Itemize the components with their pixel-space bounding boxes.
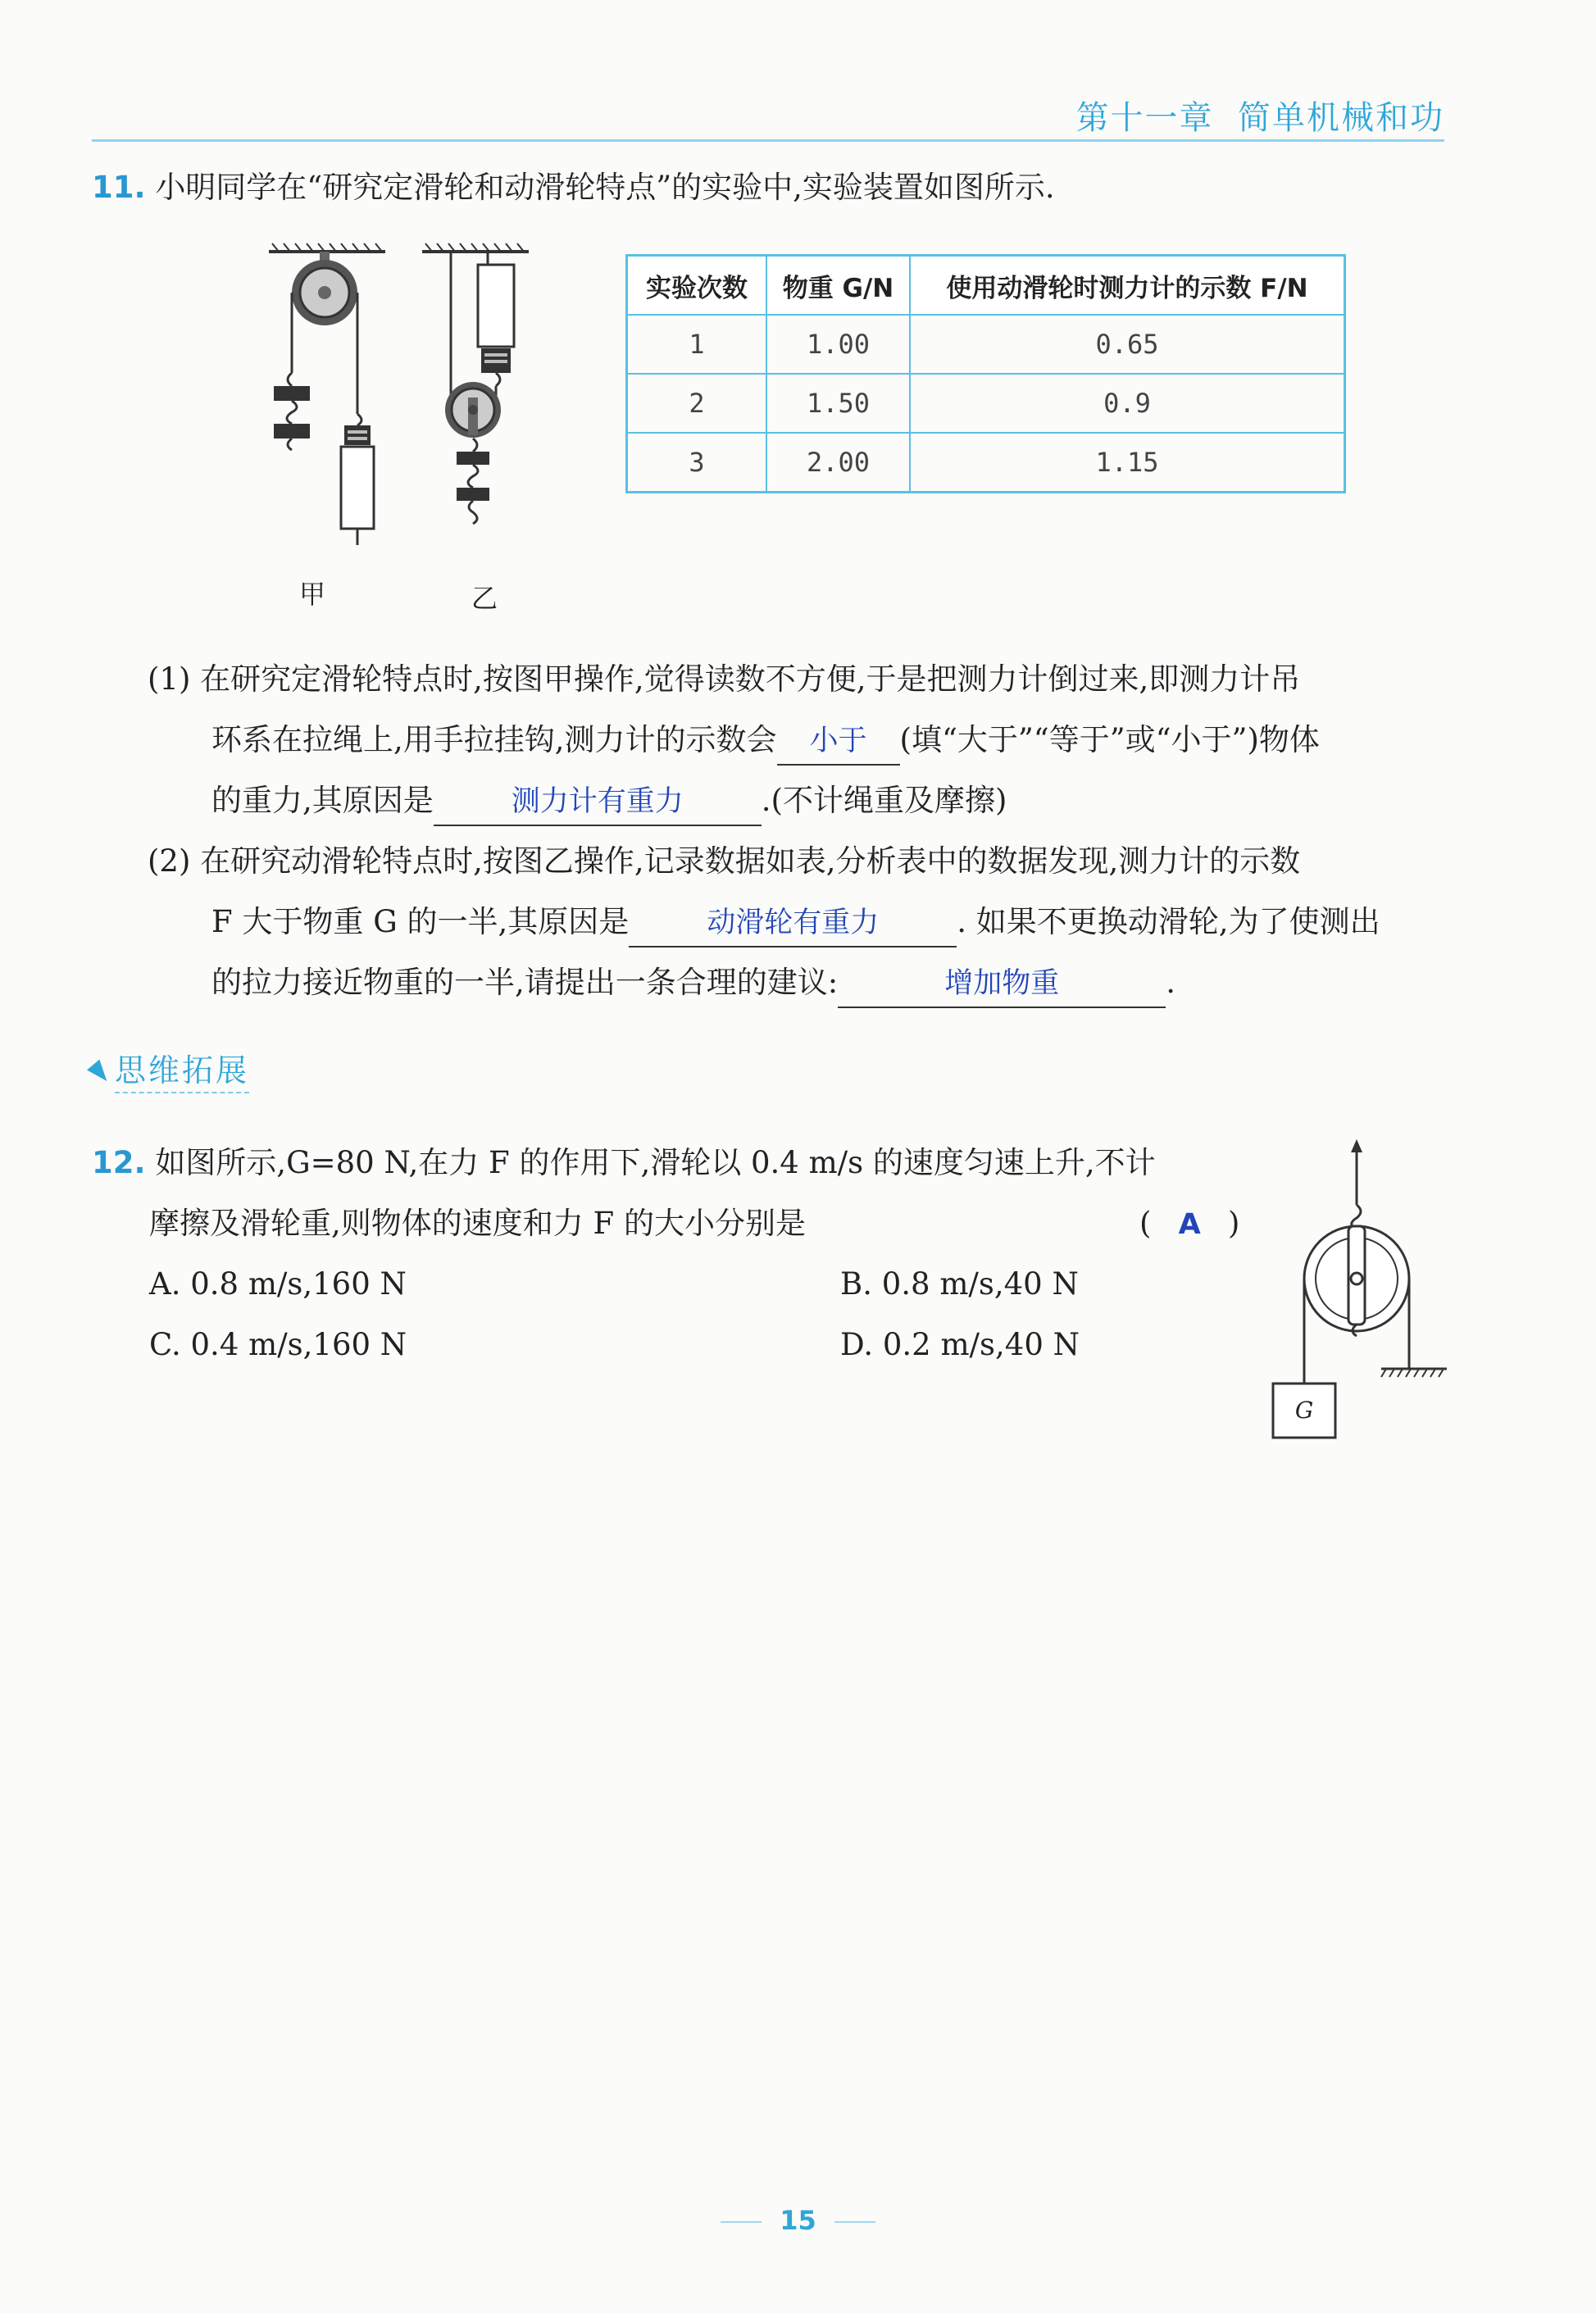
table-cell: 2.00 [766,433,910,493]
q12-option-a[interactable]: A. 0.8 m/s,160 N [149,1266,407,1302]
q12-number: 12. [92,1145,146,1180]
q11-part2-text: . [1166,965,1175,1000]
table-cell: 1 [627,315,767,374]
table-header-row [627,256,1345,316]
footer-dash [721,2221,762,2223]
chapter-header [1076,92,1444,139]
section-title: 思维拓展 [115,1052,249,1093]
table-row [627,374,1345,433]
q11-part2-line3 [211,952,1175,1013]
section-heading [92,1045,249,1090]
table-cell: 1.50 [766,374,910,433]
page-footer [0,2205,1596,2236]
table-cell: 2 [627,374,767,433]
col-weight: 物重 G/N [766,256,910,316]
chapter-title: 简单机械和功 [1238,99,1444,137]
q11-stem-text: 小明同学在“研究定滑轮和动滑轮特点”的实验中,实验装置如图所示. [155,170,1055,205]
figure-yi-movable-pulley [414,242,570,586]
header-rule [92,139,1444,142]
q11-part1-answer2: 测力计有重力 [511,785,684,818]
q12-option-d[interactable]: D. 0.2 m/s,40 N [840,1327,1080,1362]
table-cell: 0.65 [910,315,1345,374]
q12-line1 [92,1133,1156,1193]
q11-stem [92,157,1055,218]
table-cell: 0.9 [910,374,1345,433]
q11-part1-text: 的重力,其原因是 [211,783,434,818]
answer-blank[interactable] [629,899,957,947]
q12-answer[interactable]: A [1178,1208,1201,1241]
col-reading: 使用动滑轮时测力计的示数 F/N [910,256,1345,316]
q11-part2-line2 [211,892,1380,952]
q11-part1-line2 [211,710,1320,770]
q12-option-b[interactable]: B. 0.8 m/s,40 N [840,1266,1079,1302]
q11-number: 11. [92,170,146,205]
figure-yi-label: 乙 [471,583,498,614]
chapter-number: 第十一章 [1075,99,1214,137]
q12-answer-paren [1139,1193,1239,1255]
figure-jia-fixed-pulley [262,242,402,570]
paren-close: ) [1227,1206,1240,1241]
answer-blank[interactable] [838,960,1166,1008]
q11-part1-line3 [211,770,1007,831]
q11-part2-line1: (2) 在研究动滑轮特点时,按图乙操作,记录数据如表,分析表中的数据发现,测力计的示数 [148,843,1301,879]
col-trial: 实验次数 [627,256,767,316]
q11-part1-text: (填“大于”“等于”或“小于”)物体 [899,722,1320,757]
table-cell: 1.15 [910,433,1345,493]
paren-open: ( [1139,1206,1152,1241]
q11-part2-text: 的拉力接近物重的一半,请提出一条合理的建议: [211,965,839,1000]
q11-part2-answer1: 动滑轮有重力 [707,907,880,939]
figure-jia-label: 甲 [299,579,326,610]
page-number: 15 [780,2205,816,2236]
table-cell: 1.00 [766,315,910,374]
q12-block-label: G [1294,1397,1314,1424]
pencil-icon [87,1059,113,1086]
q11-part2-answer2: 增加物重 [944,967,1060,1000]
footer-dash [834,2221,875,2223]
q11-part2-text: . 如果不更换动滑轮,为了使测出 [957,904,1380,939]
q12-text: 如图所示,G=80 N,在力 F 的作用下,滑轮以 0.4 m/s 的速度匀速上升,不计 [155,1145,1156,1180]
table-row [627,433,1345,493]
q11-data-table [625,254,1346,493]
q11-part1-text: 环系在拉绳上,用手拉挂钩,测力计的示数会 [211,722,777,757]
q11-part1-text: .(不计绳重及摩擦) [761,783,1007,818]
q12-line2: 摩擦及滑轮重,则物体的速度和力 F 的大小分别是 [149,1206,806,1241]
table-row [627,315,1345,374]
answer-blank[interactable] [434,778,762,826]
q12-option-c[interactable]: C. 0.4 m/s,160 N [149,1327,407,1362]
q11-part1-answer1: 小于 [809,725,867,757]
q11-part1-line1: (1) 在研究定滑轮特点时,按图甲操作,觉得读数不方便,于是把测力计倒过来,即测力计吊 [148,661,1301,697]
table-cell: 3 [627,433,767,493]
q11-part2-text: F 大于物重 G 的一半,其原因是 [211,904,630,939]
answer-blank[interactable] [777,717,900,766]
